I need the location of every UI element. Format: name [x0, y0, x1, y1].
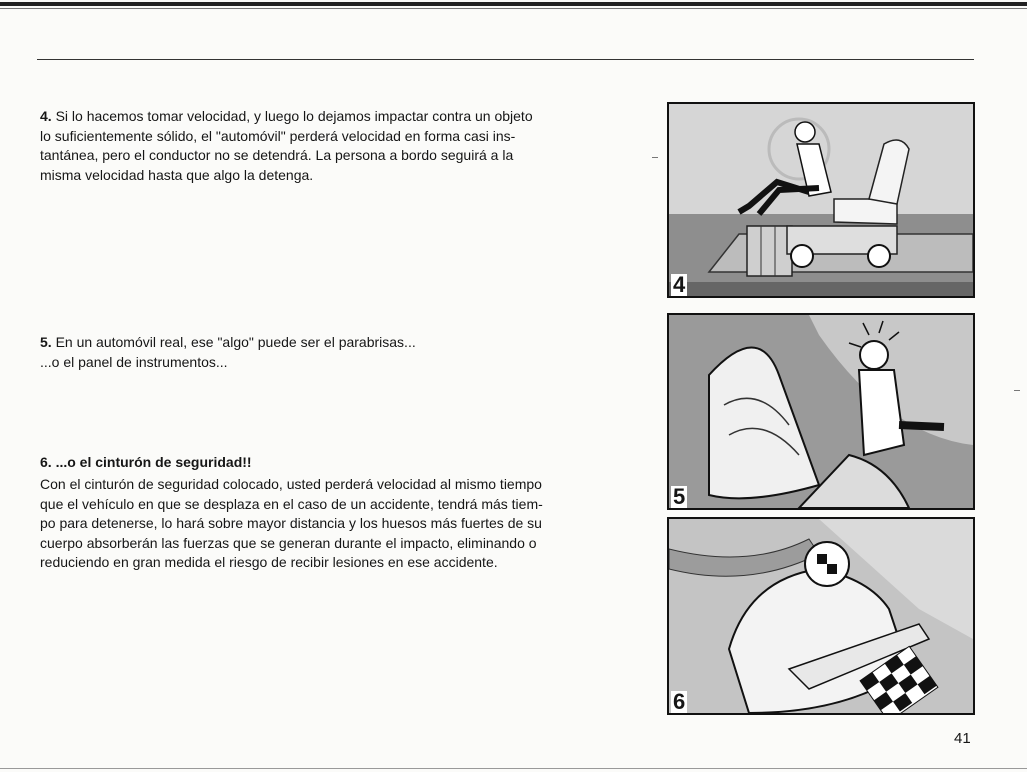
page-number: 41: [954, 730, 971, 747]
paragraph-5: [40, 333, 600, 372]
header-rule: [37, 59, 974, 60]
text-line: Con el cinturón de seguridad colocado, usted perderá velocidad al mismo tiempo: [40, 476, 542, 492]
figure-5-windshield-impact: [667, 313, 975, 510]
figure-4-crash-test-cart: [667, 102, 975, 298]
top-border-thin: [0, 8, 1027, 9]
figure-4-illustration: [669, 104, 973, 296]
text-line: reduciendo en gran medida el riesgo de recibir lesiones en ese accidente.: [40, 554, 498, 570]
figure-number: 6: [673, 689, 686, 714]
figure-number: 5: [673, 484, 686, 509]
top-border: [0, 2, 1027, 6]
text-line: cuerpo absorberán las fuerzas que se generan durante el impacto, eliminando o: [40, 534, 537, 551]
margin-mark: [652, 157, 658, 158]
margin-mark: [1014, 390, 1020, 391]
figure-6-seatbelt: [667, 517, 975, 715]
paragraph-4: [40, 107, 595, 185]
text-line: Si lo hacemos tomar velocidad, y luego lo dejamos impactar contra un objeto: [55, 108, 533, 124]
figure-number: 4: [673, 272, 686, 297]
text-line: tantánea, pero el conductor no se detendrá. La persona a bordo seguirá a la: [40, 147, 514, 163]
item-number: 5.: [40, 334, 52, 350]
text-line: En un automóvil real, ese "algo" puede ser el parabrisas...: [55, 334, 416, 350]
paragraph-6: [40, 475, 595, 573]
bottom-rule: [0, 768, 1027, 769]
text-line: misma velocidad hasta que algo la detenga.: [40, 166, 314, 183]
text-line: ...o el panel de instrumentos...: [40, 353, 228, 370]
text-line: que el vehículo en que se desplaza en el caso de un accidente, tendrá más tiem-: [40, 495, 543, 512]
text-line: lo suficientemente sólido, el "automóvil" perderá velocidad en forma casi ins-: [40, 127, 516, 144]
figure-6-illustration: [669, 519, 973, 713]
paragraph-6-heading: 6. ...o el cinturón de seguridad!!: [40, 454, 252, 470]
text-line: po para detenerse, lo hará sobre mayor distancia y los huesos más fuertes de su: [40, 515, 542, 531]
figure-5-illustration: [669, 315, 973, 508]
item-number: 4.: [40, 108, 52, 124]
